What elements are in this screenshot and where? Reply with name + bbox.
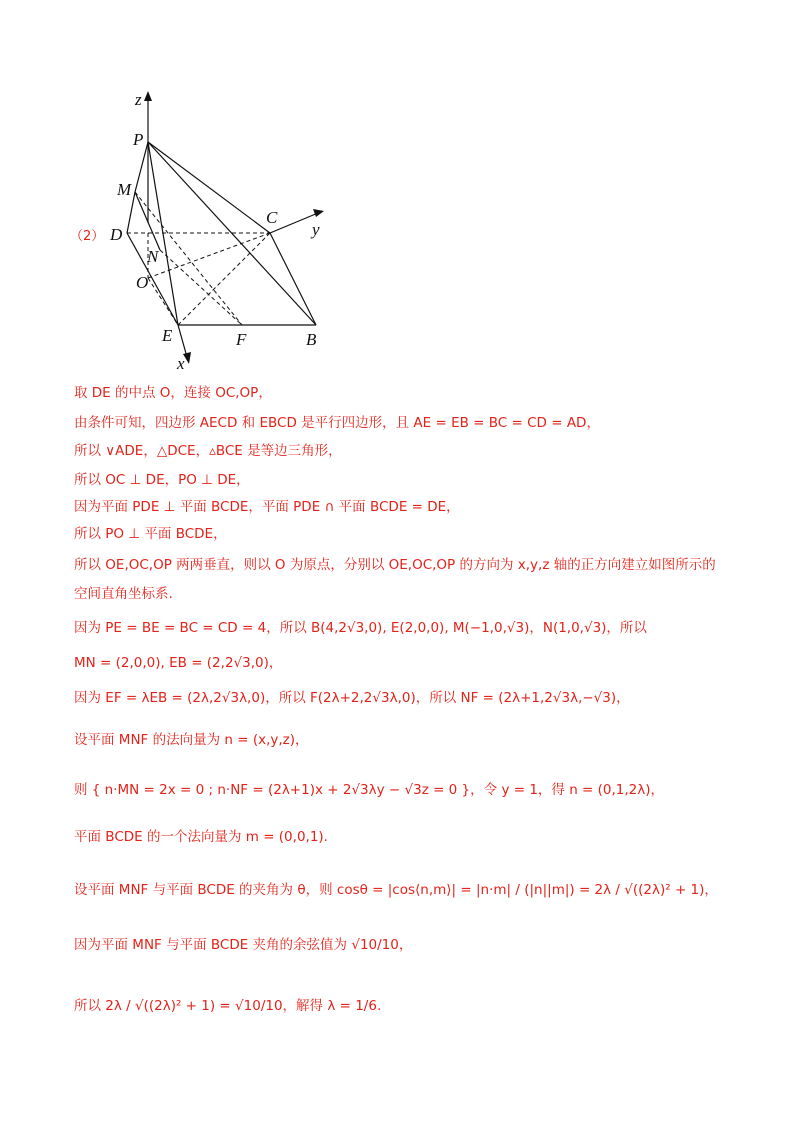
- solution-line-9: 因为 PE = BE = BC = CD = 4，所以 B(4,2√3,0), E(2,0,0), M(−1,0,√3)，N(1,0,√3)，所以: [74, 620, 647, 636]
- solution-line-17: 所以 2λ / √((2λ)² + 1) = √10/10，解得 λ = 1/6.: [74, 998, 382, 1014]
- solution-line-11: 因为 EF = λEB = (2λ,2√3λ,0)，所以 F(2λ+2,2√3λ,0)，所以 NF = (2λ+1,2√3λ,−√3)，: [74, 690, 630, 706]
- point-label-C: C: [266, 208, 278, 227]
- point-label-D: D: [110, 225, 123, 244]
- axis-label-x: x: [177, 354, 185, 373]
- point-label-P: P: [133, 130, 144, 149]
- solution-line-4: 所以 OC ⊥ DE，PO ⊥ DE，: [74, 472, 250, 488]
- solution-line-2: 由条件可知，四边形 AECD 和 EBCD 是平行四边形，且 AE = EB = BC = CD = AD，: [74, 415, 600, 431]
- edge-PC: [148, 142, 270, 233]
- point-label-E: E: [162, 326, 173, 345]
- pyramid-figure: [70, 85, 360, 375]
- edge-CB: [270, 233, 316, 325]
- y-arrow-icon: [313, 209, 324, 217]
- solution-line-14: 平面 BCDE 的一个法向量为 m = (0,0,1).: [74, 829, 328, 845]
- solution-line-16: 因为平面 MNF 与平面 BCDE 夹角的余弦值为 √10/10，: [74, 937, 413, 953]
- point-label-M: M: [117, 180, 132, 199]
- point-label-F: F: [236, 330, 247, 349]
- solution-line-1: 取 DE 的中点 O，连接 OC,OP，: [74, 385, 272, 401]
- z-arrow-icon: [144, 91, 152, 101]
- solution-line-6: 所以 PO ⊥ 平面 BCDE，: [74, 526, 227, 542]
- point-label-B: B: [306, 330, 317, 349]
- axis-label-z: z: [135, 90, 142, 109]
- solution-line-12: 设平面 MNF 的法向量为 n = (x,y,z)，: [74, 732, 309, 748]
- part-label: （2）: [70, 229, 105, 244]
- point-label-O: O: [136, 273, 149, 292]
- axis-label-y: y: [312, 220, 320, 239]
- solution-line-7: 所以 OE,OC,OP 两两垂直，则以 O 为原点，分别以 OE,OC,OP 的方向为 x,y,z 轴的正方向建立如图所示的: [74, 557, 716, 573]
- solution-line-10: MN = (2,0,0), EB = (2,2√3,0)，: [74, 655, 283, 671]
- solution-line-8: 空间直角坐标系.: [74, 586, 173, 602]
- edge-PM: [135, 142, 148, 192]
- x-axis: [178, 325, 187, 357]
- solution-line-3: 所以 ∨ADE，△DCE，▵BCE 是等边三角形，: [74, 443, 342, 459]
- solution-line-5: 因为平面 PDE ⊥ 平面 BCDE，平面 PDE ∩ 平面 BCDE = DE，: [74, 499, 460, 515]
- solution-line-15: 设平面 MNF 与平面 BCDE 的夹角为 θ，则 cosθ = |cos⟨n,m⟩| = |n·m| / (|n||m|) = 2λ / √((2λ)² + 1)，: [74, 882, 718, 898]
- point-label-N: N: [147, 247, 159, 266]
- solution-line-13: 则 { n·MN = 2x = 0 ; n·NF = (2λ+1)x + 2√3λy − √3z = 0 }，令 y = 1，得 n = (0,1,2λ)，: [74, 782, 665, 798]
